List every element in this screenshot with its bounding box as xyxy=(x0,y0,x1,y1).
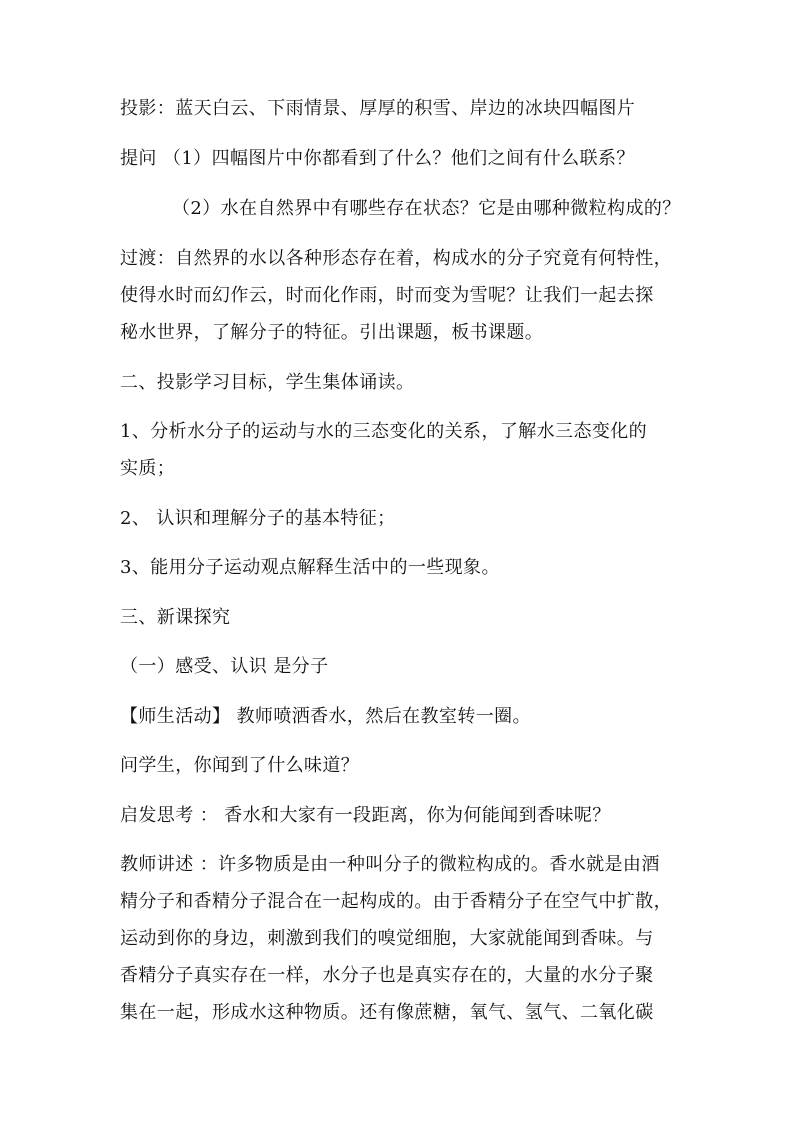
text-line-goal-2: 2、 认识和理解分子的基本特征； xyxy=(120,508,396,529)
text-line-teacher-5: 集在一起，形成水这种物质。还有像蔗糖，氧气、氢气、二氧化碳 xyxy=(120,1002,654,1023)
text-line-question-2: （2）水在自然界中有哪些存在状态？它是由哪种微粒构成的？ xyxy=(172,198,681,219)
text-line-subsection-1: （一）感受、认识 是分子 xyxy=(120,656,329,677)
text-line-teacher-1: 教师讲述 ：许多物质是由一种叫分子的微粒构成的。香水就是由酒 xyxy=(120,854,660,875)
text-line-goal-1b: 实质； xyxy=(120,458,176,479)
text-line-goal-1a: 1、分析水分子的运动与水的三态变化的关系，了解水三态变化的 xyxy=(120,421,648,442)
text-line-teacher-3: 运动到你的身边，刺激到我们的嗅觉细胞，大家就能闻到香味。与 xyxy=(120,928,654,949)
text-line-teacher-4: 香精分子真实存在一样，水分子也是真实存在的，大量的水分子聚 xyxy=(120,965,654,986)
text-line-goal-3: 3、能用分子运动观点解释生活中的一些现象。 xyxy=(120,557,500,578)
text-line-section-2-heading: 二、投影学习目标，学生集体诵读。 xyxy=(120,372,415,393)
text-line-section-3-heading: 三、新课探究 xyxy=(120,607,231,628)
text-line-projection: 投影：蓝天白云、下雨情景、厚厚的积雪、岸边的冰块四幅图片 xyxy=(120,98,636,119)
text-line-question-1: 提问 （1）四幅图片中你都看到了什么？他们之间有什么联系？ xyxy=(120,148,635,169)
text-line-transition-1: 过渡：自然界的水以各种形态存在着，构成水的分子究竟有何特性， xyxy=(120,248,672,269)
text-line-activity: 【师生活动】 教师喷洒香水，然后在教室转一圈。 xyxy=(120,706,531,727)
text-line-transition-3: 秘水世界，了解分子的特征。引出课题，板书课题。 xyxy=(120,322,544,343)
text-line-transition-2: 使得水时而幻作云，时而化作雨，时而变为雪呢？让我们一起去探 xyxy=(120,285,654,306)
text-line-ask-students: 问学生，你闻到了什么味道？ xyxy=(120,755,360,776)
text-line-inspire-thinking: 启发思考 ： 香水和大家有一段距离，你为何能闻到香味呢？ xyxy=(120,805,611,826)
text-line-teacher-2: 精分子和香精分子混合在一起构成的。由于香精分子在空气中扩散， xyxy=(120,891,672,912)
